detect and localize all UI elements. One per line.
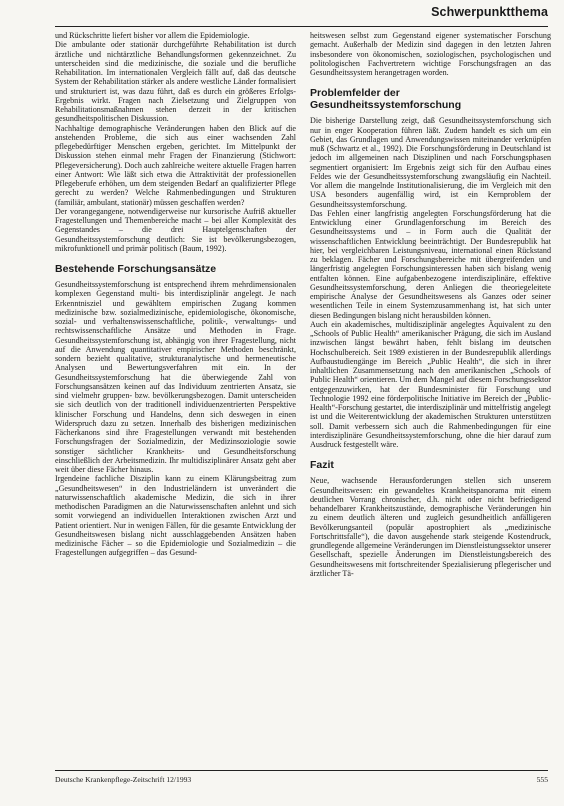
paragraph: Gesundheitssystemforschung ist entsprechend ihrem mehrdimensionalen komplexen Gegenstand multi- bis interdisziplinär angelegt. Je nach Erkenntnisziel und gewähltem empirischen Zugang kommen medizinische bzw. sozialmedizinische, epidemiologische, ökonomische, sozial- und verhaltenswissenschaftliche, politik-, verwaltungs- und rechtswissenschaftliche Ansätze und Methoden in Frage. Gesundheitssystemforschung ist, abhängig von ihrer Fragestellung, nicht auf die Anwendung quantitativer empirischer Methoden beschränkt, sondern bezieht qualitative, strukturanalytische und hermeneutische Analysen und Bewertungsverfahren mit ein. In der Gesundheitssystemforschung hat die überwiegende Zahl von Forschungsansätzen keinen auf das Individuum zentrierten Ansatz, sie sind vielmehr gruppen- bzw. bevölkerungsbezogen. Damit unterscheiden sie sich deutlich von der traditionell individuenzentrierten Perspektive klinischer Forschung und Handelns, denn sich deswegen in einen Widerspruch dazu zu setzen. Innerhalb des bisherigen medizinischen Fächerkanons sind ihre Fragestellungen verwandt mit bestehenden Forschungsfragen der Sozialmedizin, der Medizinsoziologie sowie sonstiger sächtlicher Krankheits- und Gesundheitsforschung einschließlich der Arbeitsmedizin. Ihr multidisziplinärer Ansatz geht aber weit über diese Fächer hinaus. — [55, 280, 296, 474]
paragraph: und Rückschritte liefert bisher vor allem die Epidemiologie. — [55, 31, 250, 40]
header-rule — [55, 26, 548, 27]
section-heading: Bestehende Forschungsansätze — [55, 263, 217, 275]
footer-rule — [55, 770, 548, 771]
footer-journal: Deutsche Krankenpflege-Zeitschrift 12/1993 — [55, 775, 192, 784]
paragraph: Neue, wachsende Herausforderungen stellen sich unserem Gesundheitswesen: ein gewandeltes Krankheitspanorama mit einem deutlichen Vorrang chronischer, d.h. nicht oder nicht befriedigend behandelbarer Krankheitszustände, demographische Veränderungen hin zu einem deutlich älteren und zugleich gesundheitlich anfälligeren Bevölkerungsanteil (populär apostrophiert als „medizinische Fortschrittsfalle“), die davon ausgehende stark steigende Kostendruck, grundlegende allgemeine Veränderungen im Dienstleistungssektor unserer Gesellschaft, spezielle Änderungen im Dienstleistungsbereich des Gesundheitswesens mit fortschreitender Spezialisierung pflegerischer und ärztlicher Tä- — [310, 476, 551, 578]
paragraph: Der vorangegangene, notwendigerweise nur kursorische Aufriß aktueller Fragestellungen und Themenbereiche macht – bei aller Komplexität des Gegenstandes – die drei Hauptelgenschaften der Gesundheitssystemforschung deutlich: Sie ist bevölkerungsbezogen, mikrofunktionell und primär politisch (Baum, 1992). — [55, 206, 296, 253]
page-number: 555 — [536, 775, 548, 784]
paragraph: heitswesen selbst zum Gegenstand eigener systematischer Forschung gemacht. Außerhalb der Medizin sind dagegen in den letzten Jahren insbesondere von ökonomischen, soziologischen, psychologischen und politologischen Fachvertretern wichtige Forschungsfragen an das Gesundheitssystem herangetragen worden. — [310, 31, 551, 77]
section-label: Schwerpunktthema — [431, 5, 548, 19]
paragraph: Auch ein akademisches, multidisziplinär angelegtes Äquivalent zu den „Schools of Public Health“ amerikanischer Prägung, die sich im Ausland inzwischen längst bewährt haben, fehlt bislang im deutschen Hochschulbereich. Seit 1989 existieren in der Bundesrepublik allerdings Aufbaustudiengänge im Bereich „Public Health“, die sich in ihrer inhaltlichen Zusammensetzung nach den amerikanischen „Schools of Public Health“ orientieren. Um dem Mangel auf diesem Forschungssektor entgegenzuwirken, hat der Bundesminister für Forschung und Technologie 1992 eine förderpolitische Initiative im Bereich der „Public-Health“-Forschung gestartet, die interdisziplinär und mittelfristig angelegt ist und die Weiterentwicklung der akademischen Strukturen unterstützen soll. Damit verbessern sich auch die Rahmenbedingungen für eine interdisziplinäre Gesundheitssystemforschung, ohne die hier darauf zum Ausdruck festgestellt wäre. — [310, 319, 551, 449]
paragraph: Das Fehlen einer langfristig angelegten Forschungsförderung hat die Entwicklung einer Grundlagenforschung im Bereich des Gesundheitssystems und – in Form auch die Qualität der wissenschaftlichen Entwicklung beeinträchtigt. Der Bundesrepublik hat hier, bei vergleichbaren Leistungsniveau, international einen Rückstand zu beklagen. Fächer und Forschungsbereiche mit übergreifenden und längerfristig angelegten Forschungsinteressen haben sich bislang wenig entfalten können. Eine aufgabenbezogene interdisziplinäre, effektive Gesundheitssystemforschung, deren Anliegen die theoriegeleitete empirische Analyse der Gesundheitswesens als Ganzes oder seiner wesentlichen Teile in einem Systemzusammenhang ist, hat sich unter diesen Bedingungen bislang nicht herausbilden können. — [310, 208, 551, 320]
paragraph: Irgendeine fachliche Disziplin kann zu einem Klärungsbeitrag zum „Gesundheitswesen“ in den Industrieländern ist unverändert die naturwissenschaftlich akademische Medizin, die sich in ihrer methodischen Paradigmen an die Naturwissenschaften anlehnt und sich somit vorwiegend an individuellen Interaktionen zwischen Arzt und Patient orientiert. Nur in wenigen Fällen, für die gesamte Entwicklung der Gesundheitswesen bislang nicht ausschlaggebenden Ansätzen haben medizinische Fächer – so die Epidemiologie und Sozialmedizin – die Fragestellungen aufgegriffen – das Gesund- — [55, 474, 296, 558]
paragraph: Die ambulante oder stationär durchgeführte Rehabilitation ist durch ärztliche und nichtärztliche Behandlungsformen gekennzeichnet. Zu unterscheiden sind die medizinische, die soziale und die berufliche Rehabilitation. Im internationalen Vergleich fällt auf, daß das deutsche System der Rehabilitation stärker als andere westliche Länder formalisiert und strukturiert ist, was dazu führt, daß es durch ein größeres Erfolgs-Ergebnis wirkt. Fragen nach Zielsetzung und Zielgruppen von Rehabilitationsmaßnahmen stehen derzeit in der kritischen gesundheitspolitischen Diskussion. — [55, 40, 296, 124]
paragraph: Nachhaltige demographische Veränderungen haben den Blick auf die anstehenden Probleme, die sich aus einer wachsenden Zahl pflegebedürftiger Menschen ergeben, gerichtet. Im Mittelpunkt der Diskussion stehen einmal mehr Fragen der Finanzierung (Stichwort: Pflegeversicherung). Doch auch zahlreiche weitere aktuelle Fragen harren einer Antwort: Wie läßt sich etwa die Attraktivität der professionellen Pflegeberufe erhöhen, um dem steigenden Bedarf an qualifizierter Pflege gerecht zu werden? Welche Rahmenbedingungen und Strukturen (familiär, ambulant, stationär) müssen geschaffen werden? — [55, 123, 296, 207]
section-heading: Problemfelder der Gesundheitssystemforschung — [310, 87, 462, 112]
right-column — [310, 31, 551, 578]
section-heading: Fazit — [310, 459, 334, 472]
paragraph: Die bisherige Darstellung zeigt, daß Gesundheitssystemforschung sich nur in enger Kooperation führen läßt. Zudem handelt es sich um ein Gebiet, das Grundlagen und Anwendungswissen miteinander verknüpfen muß (Schwartz et al., 1992). Die Forschungsförderung in Deutschland ist jedoch im allgemeinen nach Disziplinen und nach Forschungsphasen segmentiert organisiert: Im Ergebnis zeigt sich für den Aufbau eines Feldes wie der Gesundheitssystemforschung zwangsläufig ein Nachteil. Vor allem die mangelnde Institutionalisierung, die im Vergleich mit den USA besonders augenfällig wird, ist ein Kernproblem der Gesundheitssystemforschung. — [310, 116, 551, 209]
left-column — [55, 31, 296, 558]
